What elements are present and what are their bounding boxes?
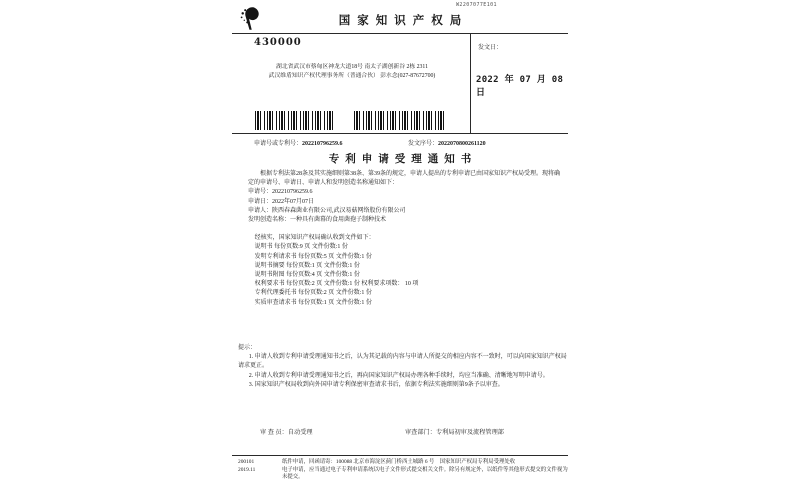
address-line-1: 湖北省武汉市蔡甸区神龙大道18号 南太子湖创新谷 2栋 2311 [276, 64, 428, 70]
note-item: 3. 国家知识产权局收到向外国申请专利保密审查请求书后，依据专利法实施细则第9条予以审查。 [248, 381, 504, 388]
field-label: 申请人： [248, 207, 273, 214]
address-block-divider [232, 133, 568, 134]
field-label: 申请日： [248, 198, 273, 205]
document-list-item: 实质审查请求书 每份页数:1 页 文件份数:1 份 [254, 299, 372, 306]
examiner-field [260, 427, 313, 436]
department-field [405, 427, 504, 436]
footer-text: 纸件申请，回函请寄：100088 北京市海淀区蓟门桥西土城路 6 号 国家知识产权局专利局受理处收 [282, 459, 516, 465]
footer-row [238, 459, 568, 467]
top-serial-code: W2207077E101 [456, 2, 497, 8]
agency-title: 国家知识产权局 [338, 15, 469, 27]
field-value: 陕西春森菌业有限公司,武汉易菇网络股份有限公司 [272, 207, 406, 214]
note-item: 2. 申请人收到专利申请受理通知书之后，再向国家知识产权局办理各种手续时，均应当准确、清晰地写明申请号。 [248, 372, 549, 379]
examiner-label: 审 查 员： [260, 429, 288, 436]
document-list-item: 说明书附图 每份页数:4 页 文件份数:1 份 [254, 272, 360, 279]
dispatch-box-divider [470, 33, 471, 133]
intro-paragraph: 根据专利法第28条及其实施细则第38条、第39条的规定，申请人提出的专利申请已由国家知识产权局受理。现将确定的申请号、申请日、申请人和发明创造名称通知如下： [248, 171, 561, 187]
patent-acceptance-notice-document [230, 0, 570, 500]
serial-number-field [408, 138, 486, 147]
field-application-date [248, 198, 562, 207]
notes-label: 提示： [238, 345, 257, 351]
field-invention-title [248, 216, 562, 225]
field-value: 202210796259.6 [272, 189, 313, 196]
postal-code: 430000 [254, 37, 302, 48]
application-number-field [254, 138, 343, 147]
footer-row [238, 467, 568, 482]
barcode [354, 111, 446, 130]
serial-number-label: 发文序号： [408, 141, 439, 147]
footer-form-code: 2019.11 [238, 466, 256, 473]
field-applicant [248, 207, 562, 216]
barcode [255, 111, 335, 130]
application-number-label: 申请号或专利号： [254, 141, 303, 147]
department-label: 审查部门： [405, 429, 436, 436]
document-list-item: 发明专利请求书 每份页数:5 页 文件份数:1 份 [254, 253, 372, 260]
recipient-address [238, 63, 466, 81]
confirmation-line: 经核实，国家知识产权局确认收到文件如下： [254, 235, 375, 242]
address-line-2: 武汉维盾知识产权代理事务所（普通合伙） 彭水念(027-87672700) [268, 73, 436, 79]
notice-title: 专利申请受理通知书 [328, 154, 478, 165]
dispatch-date-value: 2022 年 07 月 08 日 [476, 75, 564, 98]
serial-number-value: 2022070800261120 [438, 141, 486, 147]
notice-body [248, 170, 562, 308]
footer-section [238, 459, 568, 482]
department-value: 专利局初审及流程管理部 [435, 429, 504, 436]
field-label: 申请号： [248, 189, 273, 196]
footer-form-code: 200101 [238, 459, 255, 465]
field-value: 一种具有菌幕的食用菌孢子制种技术 [290, 217, 387, 224]
field-label: 发明创造名称： [248, 217, 291, 224]
document-list-item: 专利代理委托书 每份页数:2 页 文件份数:1 份 [254, 290, 372, 297]
note-item: 1. 申请人收到专利申请受理通知书之后，认为其记载的内容与申请人所提交的相应内容不一致时，可以向国家知识产权局请求更正。 [238, 354, 567, 370]
header-divider [232, 33, 568, 34]
footer-text: 电子申请，应当通过电子专利申请系统以电子文件形式提交相关文件。除另有规定外，以纸件等其他形式提交的文件视为未提交。 [282, 466, 568, 481]
application-number-value: 202210796259.6 [302, 141, 343, 147]
notes-section [238, 344, 570, 390]
footer-divider [232, 455, 568, 456]
field-application-no [248, 188, 562, 197]
field-value: 2022年07月07日 [272, 198, 315, 205]
document-list-item: 说明书摘要 每份页数:1 页 文件份数:1 份 [254, 262, 360, 269]
document-list-item: 说明书 每份页数:9 页 文件份数:1 份 [254, 244, 348, 251]
examiner-value: 自动受理 [287, 429, 313, 436]
dispatch-date-label: 发文日： [478, 45, 503, 51]
document-list-item: 权利要求书 每份页数:2 页 文件份数:1 份 权利要求项数： 10 项 [254, 281, 419, 288]
